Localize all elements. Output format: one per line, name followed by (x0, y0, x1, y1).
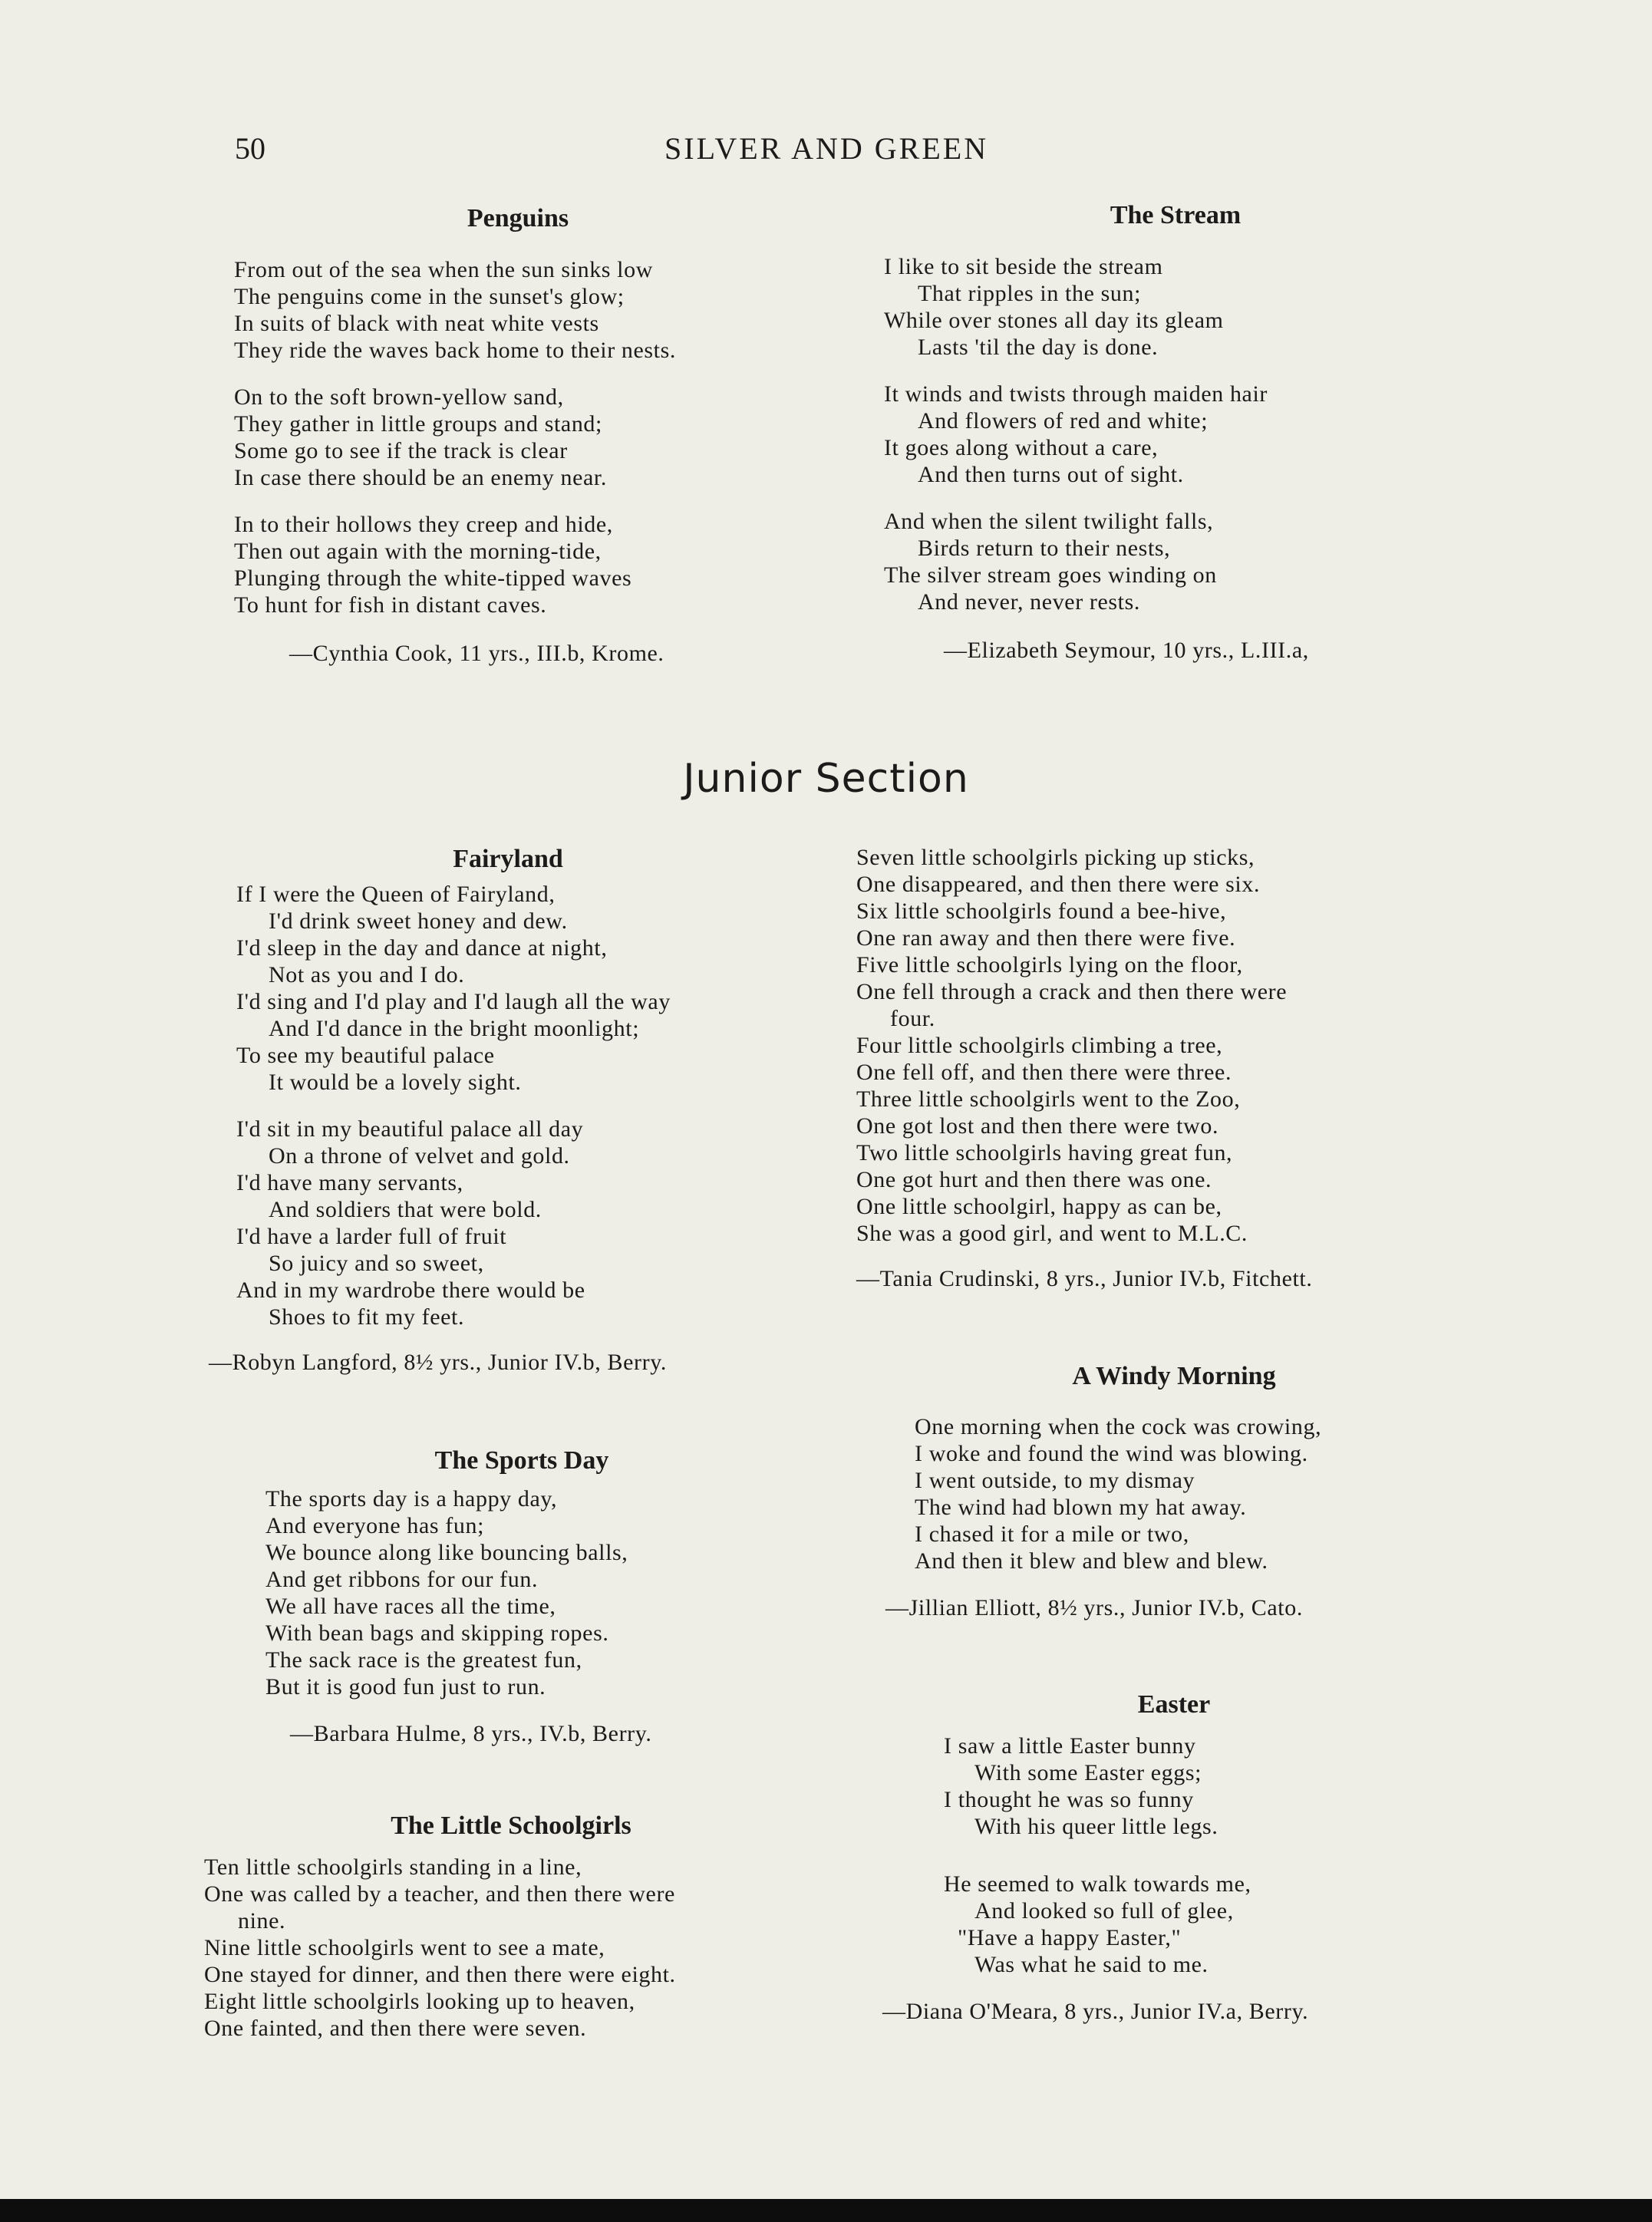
poem-line: In case there should be an enemy near. (234, 465, 607, 490)
poem-line: Nine little schoolgirls went to see a mate, (204, 1935, 605, 1960)
poem-line: Was what he said to me. (974, 1952, 1208, 1977)
poem-line: Five little schoolgirls lying on the floor, (856, 952, 1243, 977)
poem-line: I'd drink sweet honey and dew. (269, 908, 568, 934)
poem-line: Ten little schoolgirls standing in a line, (204, 1854, 582, 1880)
poem-line: And then turns out of sight. (918, 462, 1184, 487)
poem-little-schoolgirls (204, 1809, 818, 2042)
poem-line: On a throne of velvet and gold. (269, 1143, 570, 1169)
poem-line: Shoes to fit my feet. (269, 1304, 465, 1330)
poem-line: I like to sit beside the stream (884, 254, 1163, 279)
poem-line: One ran away and then there were five. (856, 925, 1236, 951)
poem-line: One got lost and then there were two. (856, 1113, 1219, 1139)
poem-line: Eight little schoolgirls looking up to heaven, (204, 1989, 635, 2014)
byline: —Barbara Hulme, 8 yrs., IV.b, Berry. (290, 1721, 652, 1746)
poem-line: Then out again with the morning-tide, (234, 539, 602, 564)
byline: —Robyn Langford, 8½ yrs., Junior IV.b, Berry. (209, 1350, 667, 1375)
poem-line: The sack race is the greatest fun, (265, 1647, 582, 1673)
poem-easter (867, 1688, 1481, 2026)
poem-line: One disappeared, and then there were six. (856, 872, 1261, 897)
poem-line: And when the silent twilight falls, (884, 509, 1214, 534)
poem-line: Three little schoolgirls went to the Zoo, (856, 1086, 1241, 1112)
poem-line: One fell off, and then there were three. (856, 1060, 1232, 1085)
poem-little-schoolgirls-continued (856, 844, 1485, 1293)
poem-line: And everyone has fun; (265, 1513, 485, 1538)
byline: —Cynthia Cook, 11 yrs., III.b, Krome. (289, 641, 664, 666)
poem-line: Four little schoolgirls climbing a tree, (856, 1033, 1223, 1058)
poem-line: With his queer little legs. (974, 1814, 1218, 1839)
poem-line: One stayed for dinner, and then there were eight. (204, 1962, 676, 1987)
poem-title: Penguins (467, 204, 569, 232)
poem-windy-morning (867, 1360, 1481, 1622)
poem-line: I'd sleep in the day and dance at night, (236, 935, 608, 961)
byline: —Elizabeth Seymour, 10 yrs., L.III.a, (944, 638, 1309, 663)
byline: —Diana O'Meara, 8 yrs., Junior IV.a, Berry. (882, 1999, 1309, 2024)
poem-line: The penguins come in the sunset's glow; (234, 284, 625, 309)
poem-line: Birds return to their nests, (918, 536, 1171, 561)
poem-line: The wind had blown my hat away. (915, 1495, 1247, 1520)
page-number: 50 (235, 131, 265, 166)
poem-line: I'd have a larder full of fruit (236, 1224, 507, 1249)
poem-line: nine. (238, 1908, 286, 1934)
poem-line: I'd have many servants, (236, 1170, 463, 1195)
poem-title: The Little Schoolgirls (391, 1812, 631, 1840)
poem-line: They gather in little groups and stand; (234, 411, 602, 437)
byline: —Tania Crudinski, 8 yrs., Junior IV.b, Fitchett. (856, 1266, 1313, 1291)
poem-line: In suits of black with neat white vests (234, 311, 599, 336)
poem-line: Plunging through the white-tipped waves (234, 565, 632, 591)
poem-line: Two little schoolgirls having great fun, (856, 1140, 1233, 1165)
poem-line: Seven little schoolgirls picking up sticks, (856, 845, 1255, 870)
poem-line: And get ribbons for our fun. (265, 1567, 539, 1592)
poem-line: They ride the waves back home to their nests. (234, 338, 676, 363)
poem-line: And then it blew and blew and blew. (915, 1548, 1268, 1574)
poem-line: "Have a happy Easter," (958, 1925, 1182, 1950)
poem-line: In to their hollows they creep and hide, (234, 512, 613, 537)
poem-sports-day (238, 1444, 806, 1748)
poem-line: I went outside, to my dismay (915, 1468, 1195, 1493)
poem-line: From out of the sea when the sun sinks low (234, 257, 653, 282)
poem-line: Lasts 'til the day is done. (918, 335, 1159, 360)
poem-title: Fairyland (453, 845, 563, 873)
poem-line: And I'd dance in the bright moonlight; (269, 1016, 640, 1041)
poem-line: The sports day is a happy day, (265, 1486, 558, 1512)
poem-line: And soldiers that were bold. (269, 1197, 542, 1222)
poem-line: She was a good girl, and went to M.L.C. (856, 1221, 1248, 1246)
poem-line: And looked so full of glee, (974, 1898, 1234, 1924)
poem-line: That ripples in the sun; (918, 281, 1142, 306)
poem-line: I chased it for a mile or two, (915, 1521, 1189, 1547)
poem-line: On to the soft brown-yellow sand, (234, 384, 564, 410)
poem-line: And never, never rests. (918, 589, 1140, 615)
poem-title: The Stream (1110, 201, 1241, 229)
poem-line: Six little schoolgirls found a bee-hive, (856, 898, 1227, 924)
poem-line: I saw a little Easter bunny (944, 1733, 1196, 1759)
poem-line: Some go to see if the track is clear (234, 438, 568, 463)
poem-line: He seemed to walk towards me, (944, 1871, 1251, 1897)
poem-line: With bean bags and skipping ropes. (265, 1620, 609, 1646)
poem-title: The Sports Day (434, 1446, 609, 1475)
poem-line: So juicy and so sweet, (269, 1251, 484, 1276)
poem-fairyland (209, 842, 807, 1376)
poem-the-stream (884, 199, 1467, 664)
poem-title: Easter (1137, 1690, 1211, 1719)
poem-title: A Windy Morning (1072, 1362, 1276, 1390)
byline: —Jillian Elliott, 8½ yrs., Junior IV.b, Cato. (885, 1595, 1303, 1620)
poem-line: While over stones all day its gleam (884, 308, 1224, 333)
poem-line: four. (890, 1006, 935, 1031)
poem-line: It would be a lovely sight. (269, 1070, 522, 1095)
poem-line: We all have races all the time, (265, 1594, 556, 1619)
poem-line: I thought he was so funny (944, 1787, 1194, 1812)
poem-line: One fell through a crack and then there were (856, 979, 1288, 1004)
poem-line: One was called by a teacher, and then there were (204, 1881, 675, 1907)
poem-line: With some Easter eggs; (974, 1760, 1202, 1785)
poem-line: And flowers of red and white; (918, 408, 1208, 434)
scan-border (0, 2199, 1652, 2222)
poem-line: I'd sing and I'd play and I'd laugh all the way (236, 989, 671, 1014)
running-header: SILVER AND GREEN (664, 131, 989, 166)
poem-line: But it is good fun just to run. (265, 1674, 546, 1699)
poem-line: I woke and found the wind was blowing. (915, 1441, 1308, 1466)
poem-line: It winds and twists through maiden hair (884, 381, 1268, 407)
poem-line: One little schoolgirl, happy as can be, (856, 1194, 1222, 1219)
section-heading: Junior Section (683, 756, 969, 802)
poem-penguins (234, 202, 802, 668)
poem-line: One fainted, and then there were seven. (204, 2016, 587, 2041)
poem-line: To see my beautiful palace (236, 1043, 495, 1068)
poem-line: Not as you and I do. (269, 962, 465, 987)
poem-line: To hunt for fish in distant caves. (234, 592, 547, 618)
poem-line: It goes along without a care, (884, 435, 1159, 460)
poem-line: One morning when the cock was crowing, (915, 1414, 1322, 1439)
poem-line: One got hurt and then there was one. (856, 1167, 1212, 1192)
poem-line: The silver stream goes winding on (884, 562, 1217, 588)
poem-line: And in my wardrobe there would be (236, 1277, 585, 1303)
poem-line: If I were the Queen of Fairyland, (236, 882, 556, 907)
poem-line: I'd sit in my beautiful palace all day (236, 1116, 584, 1142)
poem-line: We bounce along like bouncing balls, (265, 1540, 628, 1565)
